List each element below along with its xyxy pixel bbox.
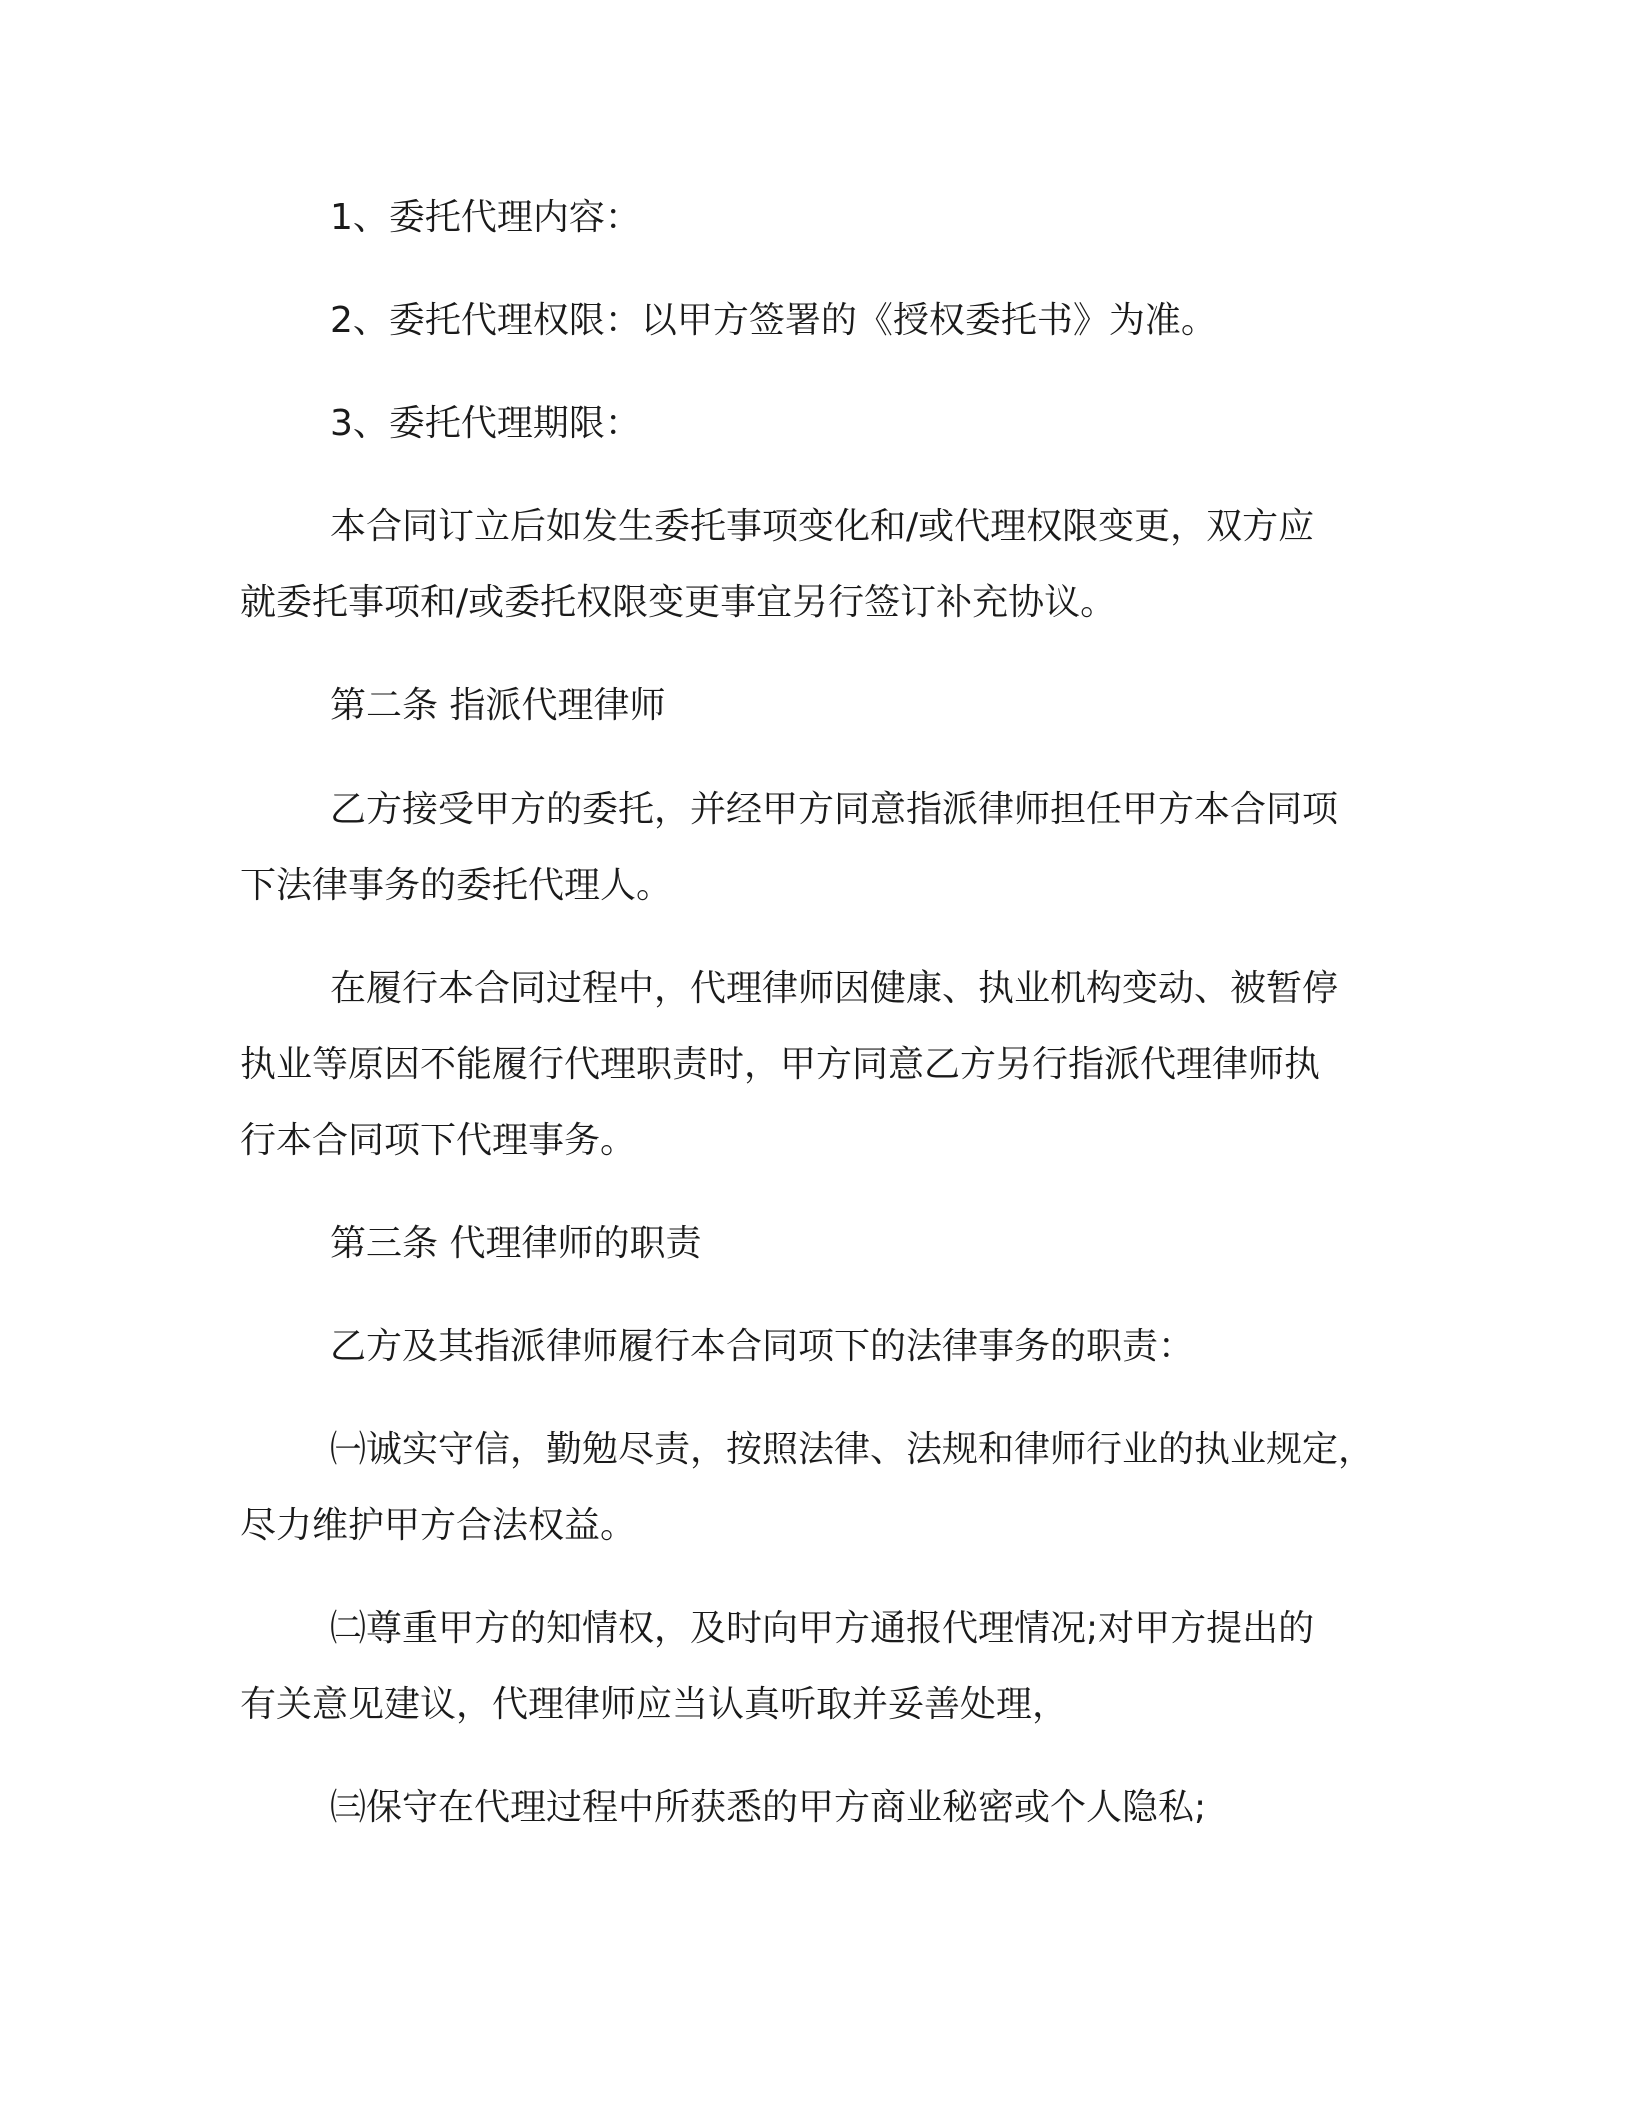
duty-2-line-1: ㈡尊重甲方的知情权，及时向甲方通报代理情况;对甲方提出的 <box>330 1608 1315 1649</box>
paragraph-change-line-1: 本合同订立后如发生委托事项变化和/或代理权限变更，双方应 <box>330 506 1315 547</box>
duty-1-line-2: 尽力维护甲方合法权益。 <box>240 1505 637 1546</box>
duty-1-line-1: ㈠诚实守信，勤勉尽责，按照法律、法规和律师行业的执业规定， <box>330 1429 1375 1470</box>
paragraph-change-line-2: 就委托事项和/或委托权限变更事宜另行签订补充协议。 <box>240 582 1117 623</box>
duty-2-line-2: 有关意见建议，代理律师应当认真听取并妥善处理， <box>240 1684 1069 1725</box>
article-2-heading: 第二条 指派代理律师 <box>330 685 666 726</box>
item-delegation-content: 1、委托代理内容： <box>330 197 641 238</box>
duty-3-line-1: ㈢保守在代理过程中所获悉的甲方商业秘密或个人隐私; <box>330 1787 1207 1828</box>
item-delegation-term: 3、委托代理期限： <box>330 403 641 444</box>
paragraph-assign-line-2: 下法律事务的委托代理人。 <box>240 865 673 906</box>
item-delegation-authority: 2、委托代理权限：以甲方签署的《授权委托书》为准。 <box>330 300 1217 341</box>
paragraph-reassign-line-3: 行本合同项下代理事务。 <box>240 1120 637 1161</box>
paragraph-assign-line-1: 乙方接受甲方的委托，并经甲方同意指派律师担任甲方本合同项 <box>330 789 1339 830</box>
article-3-heading: 第三条 代理律师的职责 <box>330 1223 702 1264</box>
paragraph-duties-intro: 乙方及其指派律师履行本合同项下的法律事务的职责： <box>330 1326 1195 1367</box>
paragraph-reassign-line-2: 执业等原因不能履行代理职责时，甲方同意乙方另行指派代理律师执 <box>240 1044 1321 1085</box>
paragraph-reassign-line-1: 在履行本合同过程中，代理律师因健康、执业机构变动、被暂停 <box>330 968 1339 1009</box>
